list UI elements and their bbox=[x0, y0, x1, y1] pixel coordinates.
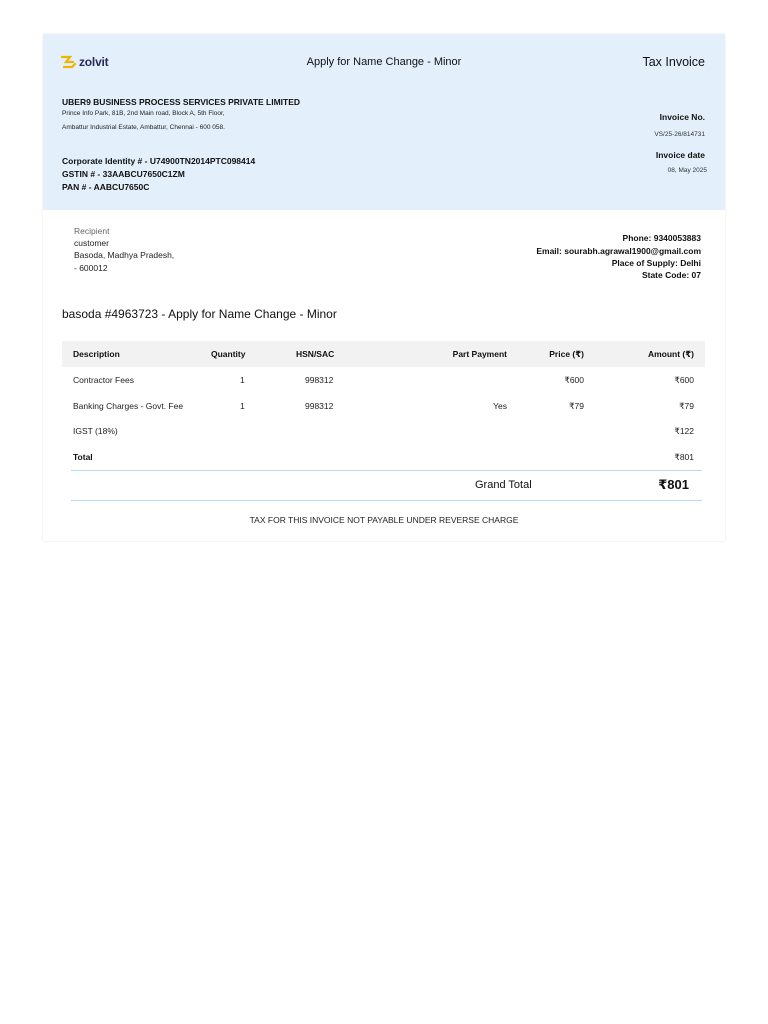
recipient-address-line2: - 600012 bbox=[74, 263, 108, 273]
row1-quantity: 1 bbox=[240, 375, 245, 385]
invoice-number: VS/25-26/814731 bbox=[654, 131, 705, 138]
column-header-description: Description bbox=[73, 349, 120, 359]
recipient-address-line1: Basoda, Madhya Pradesh, bbox=[74, 250, 175, 260]
grand-total-divider-top bbox=[71, 470, 702, 471]
document-title: Apply for Name Change - Minor bbox=[306, 56, 462, 68]
pan: PAN # - AABCU7650C bbox=[62, 182, 150, 192]
corporate-identity: Corporate Identity # - U74900TN2014PTC098414 bbox=[62, 156, 256, 166]
company-address-line2: Ambattur Industrial Estate, Ambattur, Chennai - 600 058. bbox=[62, 124, 225, 131]
igst-amount: ₹122 bbox=[674, 426, 694, 436]
column-header-quantity: Quantity bbox=[211, 349, 246, 359]
recipient-label: Recipient bbox=[74, 226, 110, 236]
row2-part-payment: Yes bbox=[493, 401, 507, 411]
row2-price: ₹79 bbox=[569, 401, 584, 411]
reverse-charge-note: TAX FOR THIS INVOICE NOT PAYABLE UNDER REVERSE CHARGE bbox=[249, 515, 519, 525]
total-amount: ₹801 bbox=[674, 452, 694, 462]
order-title: basoda #4963723 - Apply for Name Change - Minor bbox=[62, 307, 337, 321]
row1-amount: ₹600 bbox=[674, 375, 694, 385]
recipient-phone: Phone: 9340053883 bbox=[622, 233, 701, 243]
igst-label: IGST (18%) bbox=[73, 426, 118, 436]
gstin: GSTIN # - 33AABCU7650C1ZM bbox=[62, 169, 185, 179]
invoice-type: Tax Invoice bbox=[642, 55, 705, 69]
row1-price: ₹600 bbox=[564, 375, 584, 385]
invoice-date-label: Invoice date bbox=[655, 150, 705, 160]
invoice-header bbox=[43, 34, 725, 210]
recipient-name: customer bbox=[74, 238, 109, 248]
total-label: Total bbox=[73, 452, 93, 462]
place-of-supply: Place of Supply: Delhi bbox=[611, 258, 701, 268]
grand-total-label: Grand Total bbox=[475, 479, 532, 491]
column-header-price: Price (₹) bbox=[549, 349, 584, 359]
table-header bbox=[62, 341, 705, 367]
company-name: UBER9 BUSINESS PROCESS SERVICES PRIVATE LIMITED bbox=[62, 97, 301, 107]
invoice-date: 08, May 2025 bbox=[667, 167, 707, 174]
invoice-number-label: Invoice No. bbox=[659, 112, 705, 122]
row1-hsn: 998312 bbox=[305, 375, 334, 385]
invoice-page bbox=[43, 34, 725, 541]
logo-text: zolvit bbox=[79, 55, 109, 69]
grand-total-value: ₹801 bbox=[658, 477, 689, 492]
recipient-email: Email: sourabh.agrawal1900@gmail.com bbox=[536, 246, 701, 256]
row1-description: Contractor Fees bbox=[73, 375, 134, 385]
company-address-line1: Prince Info Park, 81B, 2nd Main road, Block A, 5th Floor, bbox=[62, 110, 225, 117]
column-header-amount: Amount (₹) bbox=[647, 349, 694, 359]
column-header-part-payment: Part Payment bbox=[452, 349, 507, 359]
grand-total-divider-bottom bbox=[71, 500, 702, 501]
row2-hsn: 998312 bbox=[305, 401, 334, 411]
row2-description: Banking Charges - Govt. Fee bbox=[73, 401, 184, 411]
row2-quantity: 1 bbox=[240, 401, 245, 411]
column-header-hsn: HSN/SAC bbox=[296, 349, 335, 359]
row2-amount: ₹79 bbox=[679, 401, 694, 411]
state-code: State Code: 07 bbox=[641, 270, 701, 280]
